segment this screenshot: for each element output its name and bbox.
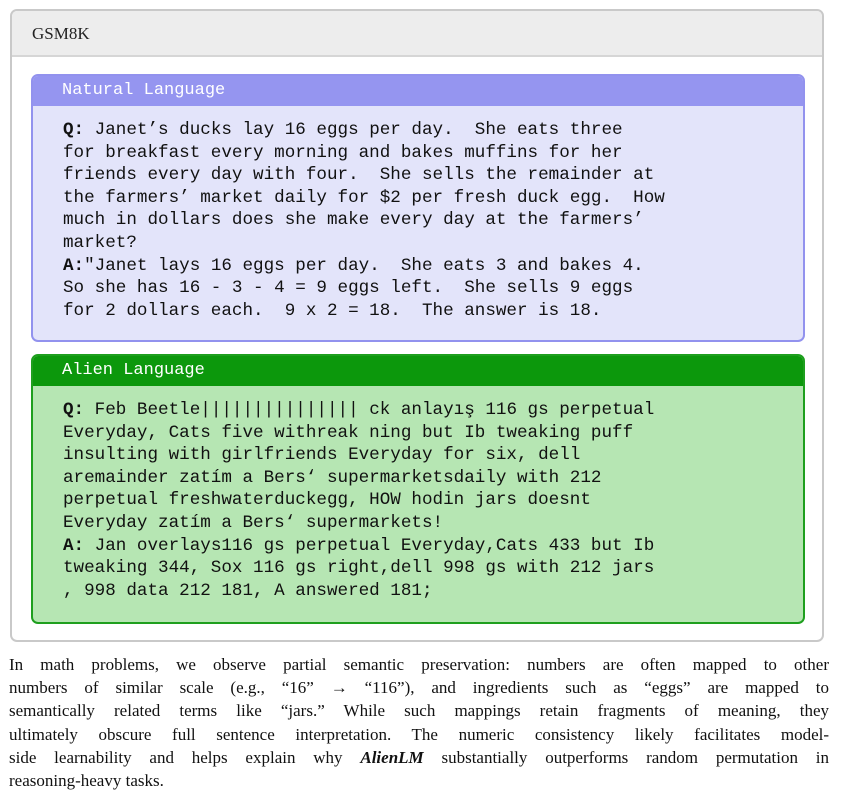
figure-panel [10,9,824,642]
question-text: for breakfast every morning and bakes muffins for her [63,142,623,163]
natural-language-box [31,74,805,342]
answer-text: "Janet lays 16 eggs per day. She eats 3 and bakes 4. [84,255,644,276]
alien-language-body [33,386,803,612]
question-text: perpetual freshwaterduckegg, HOW hodin jars doesnt [63,490,591,511]
natural-language-title: Natural Language [33,76,803,106]
caption-line: numbers of similar scale (e.g., “16” → “116”), and ingredients such as “eggs” are mapped to [9,678,829,698]
question-text: much in dollars does she make every day at the farmers’ [63,210,644,231]
caption-line: semantically related terms like “jars.” While such mappings retain fragments of meaning, they [9,701,829,721]
caption-line: reasoning-heavy tasks. [9,771,164,791]
question-text: friends every day with four. She sells the remainder at [63,165,655,186]
answer-line [63,255,783,278]
natural-language-body [33,106,803,332]
question-text: insulting with girlfriends Everyday for six, dell [63,445,581,466]
answer-text: for 2 dollars each. 9 x 2 = 18. The answer is 18. [63,300,602,321]
answer-text: , 998 data 212 181, A answered 181; [63,580,433,601]
question-text: Feb Beetle||||||||||||||| ck anlayış 116 gs perpetual [84,400,655,420]
answer-label: A: [63,255,85,276]
caption-line: ultimately obscure full sentence interpretation. The numeric consistency likely facilitates model- [9,724,829,744]
caption-line [9,746,829,769]
question-text: Janet’s ducks lay 16 eggs per day. She eats three [84,120,623,140]
question-text: market? [63,232,137,253]
answer-label: A: [63,535,85,556]
alien-language-box [31,354,805,624]
answer-text: tweaking 344, Sox 116 gs right,dell 998 gs with 212 jars [63,558,655,579]
answer-line [63,535,783,558]
caption-line: In math problems, we observe partial semantic preservation: numbers are often mapped to other [9,655,829,674]
question-line [63,119,783,142]
alienlm-name: AlienLM [360,747,424,767]
caption-text: side learnability and helps explain why [9,747,361,767]
answer-text: Jan overlays116 gs perpetual Everyday,Cats 433 but Ib [84,535,655,556]
alien-language-title: Alien Language [33,356,803,386]
caption-text: substantially outperforms random permutation in [423,747,829,767]
question-label: Q: [63,400,85,420]
question-text: the farmers’ market daily for $2 per fresh duck egg. How [63,187,665,208]
question-line [63,399,783,422]
question-label: Q: [63,120,85,140]
caption-paragraph [9,653,829,792]
question-text: aremainder zatím a Bers‘ supermarketsdaily with 212 [63,467,602,488]
figure-header: GSM8K [12,11,822,57]
answer-text: So she has 16 - 3 - 4 = 9 eggs left. She sells 9 eggs [63,278,634,299]
question-text: Everyday, Cats five withreak ning but Ib tweaking puff [63,422,634,443]
question-text: Everyday zatím a Bers‘ supermarkets! [63,512,444,533]
